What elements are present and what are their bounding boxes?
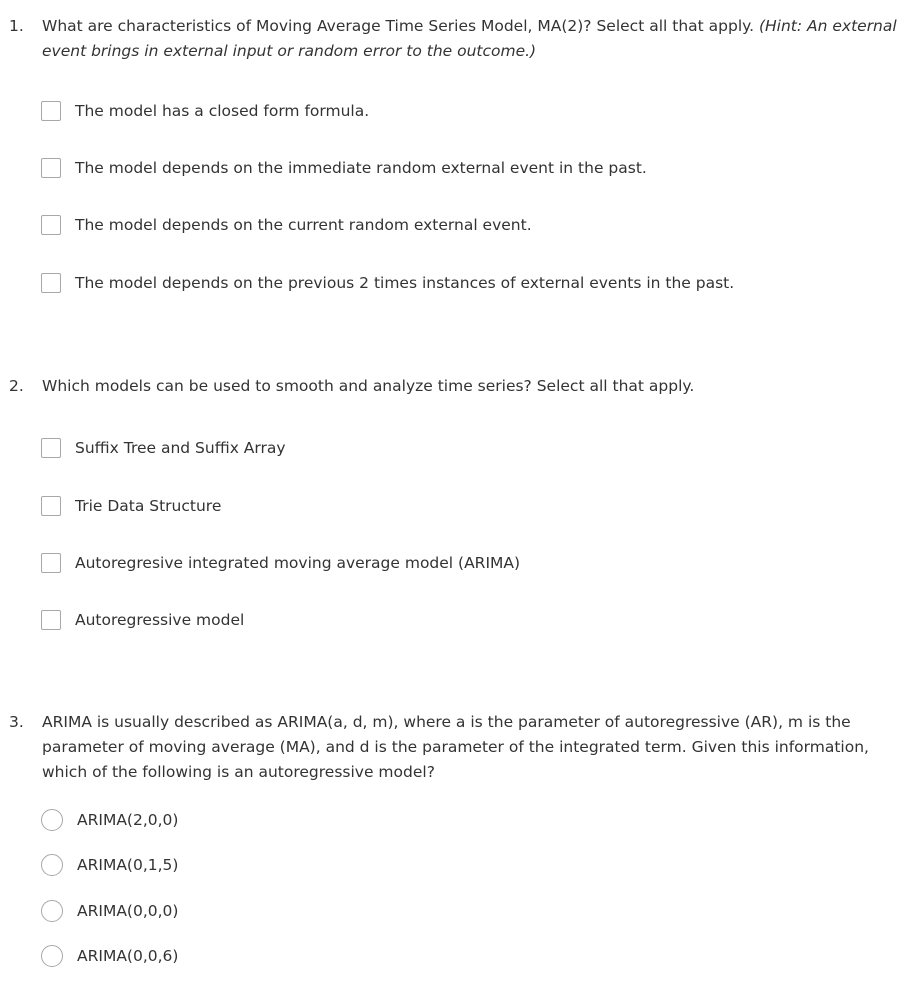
option-q1-d[interactable]: [41, 271, 734, 295]
checkbox[interactable]: [41, 158, 61, 178]
option-label: The model depends on the previous 2 times instances of external events in the past.: [75, 274, 735, 292]
option-q3-d[interactable]: [41, 944, 178, 968]
question-text: Which models can be used to smooth and analyze time series? Select all that apply.: [42, 377, 695, 395]
option-q1-b[interactable]: [41, 156, 647, 180]
option-label: The model depends on the current random external event.: [75, 216, 532, 234]
option-q1-c[interactable]: [41, 213, 532, 237]
option-q2-d[interactable]: [41, 608, 244, 632]
option-q1-a[interactable]: [41, 99, 369, 123]
question-text: [42, 14, 897, 64]
option-q3-c[interactable]: [41, 899, 178, 923]
option-label: ARIMA(0,1,5): [77, 856, 179, 874]
option-label: The model has a closed form formula.: [75, 102, 370, 120]
question-text: ARIMA is usually described as ARIMA(a, d, m), where a is the parameter of autoregressive (AR), m is the parameter of moving average (MA), and d is the parameter of the integrated term. Given this information, which of the following is an autoregressive model?: [42, 713, 869, 781]
checkbox[interactable]: [41, 101, 61, 121]
option-label: ARIMA(0,0,0): [77, 902, 179, 920]
option-q3-a[interactable]: [41, 808, 178, 832]
option-label: Autoregresive integrated moving average model (ARIMA): [75, 554, 521, 572]
question-number: 3.: [9, 713, 24, 731]
checkbox[interactable]: [41, 553, 61, 573]
option-label: ARIMA(2,0,0): [77, 811, 179, 829]
checkbox[interactable]: [41, 273, 61, 293]
option-q3-b[interactable]: [41, 853, 178, 877]
radio-button[interactable]: [41, 809, 63, 831]
radio-button[interactable]: [41, 900, 63, 922]
option-label: Suffix Tree and Suffix Array: [75, 439, 286, 457]
option-q2-a[interactable]: [41, 436, 286, 460]
option-label: Autoregressive model: [75, 611, 245, 629]
checkbox[interactable]: [41, 215, 61, 235]
question-prompt: What are characteristics of Moving Average Time Series Model, MA(2)? Select all that apply.: [42, 17, 759, 35]
question-hint: (Hint: An external event brings in external input or random error to the outcome.): [42, 17, 897, 60]
option-label: ARIMA(0,0,6): [77, 947, 179, 965]
radio-button[interactable]: [41, 945, 63, 967]
option-q2-c[interactable]: [41, 551, 520, 575]
checkbox[interactable]: [41, 496, 61, 516]
checkbox[interactable]: [41, 438, 61, 458]
question-number: 1.: [9, 17, 24, 35]
option-q2-b[interactable]: [41, 494, 221, 518]
checkbox[interactable]: [41, 610, 61, 630]
radio-button[interactable]: [41, 854, 63, 876]
option-label: Trie Data Structure: [75, 497, 222, 515]
question-number: 2.: [9, 377, 24, 395]
option-label: The model depends on the immediate random external event in the past.: [75, 159, 647, 177]
